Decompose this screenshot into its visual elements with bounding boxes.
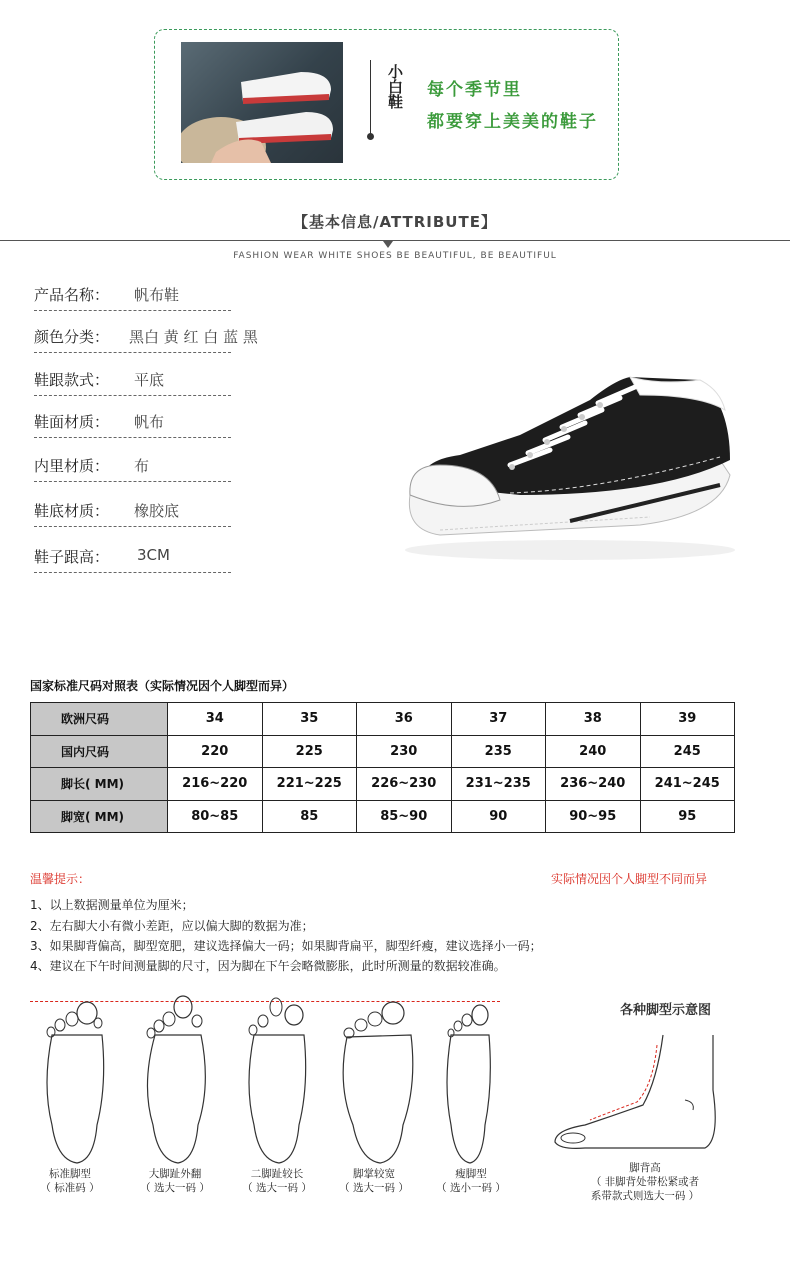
foot-types-diagram-title: 各种脚型示意图 [620,1003,712,1018]
foot-standard-icon [32,995,122,1165]
table-cell: 90~95 [546,800,641,833]
spec-label: 产品名称： [34,286,110,304]
promo-banner [154,29,619,180]
foot-side-view-icon [545,1030,720,1155]
foot-type-advice: （ 选大一码 ） [140,1182,210,1194]
tips-right-note: 实际情况因个人脚型不同而异 [551,872,708,886]
table-row-header: 脚宽( MM) [31,800,168,833]
table-cell: 220 [168,735,263,768]
table-cell: 245 [640,735,735,768]
spec-value: 3CM [137,546,170,564]
foot-type-advice: （ 标准码 ） [40,1182,100,1194]
table-cell: 241~245 [640,768,735,801]
spec-label: 鞋跟款式： [34,371,110,389]
table-cell: 80~85 [168,800,263,833]
table-cell: 240 [546,735,641,768]
banner-line-1: 每个季节里 [427,80,522,100]
table-cell: 236~240 [546,768,641,801]
foot-label-bunion [125,1167,225,1195]
spec-row-heel-height [34,546,234,576]
table-row [31,703,735,736]
spec-row-color [34,326,258,356]
spec-divider [34,310,231,311]
table-row [31,800,735,833]
size-table [30,702,735,833]
attribute-subtitle: FASHION WEAR WHITE SHOES BE BEAUTIFUL, BE BEAUTIFUL [233,251,557,261]
table-cell: 225 [262,735,357,768]
table-cell: 85 [262,800,357,833]
spec-value: 平底 [134,371,165,389]
spec-label: 鞋底材质： [34,502,110,520]
table-row-header: 国内尺码 [31,735,168,768]
foot-label-long-second-toe [227,1167,327,1195]
banner-dot [367,133,374,140]
foot-bunion-icon [133,995,223,1165]
table-cell: 36 [357,703,452,736]
table-cell: 34 [168,703,263,736]
foot-long-second-toe-icon [234,995,324,1165]
table-cell: 90 [451,800,546,833]
foot-type-advice: （ 选小一码 ） [436,1182,506,1194]
banner-vertical-title: 小白鞋 [386,64,404,109]
foot-type-advice: （ 选大一码 ） [242,1182,312,1194]
table-cell: 37 [451,703,546,736]
table-cell: 85~90 [357,800,452,833]
table-cell: 226~230 [357,768,452,801]
tips-title: 温馨提示： [30,872,91,886]
spec-row-upper-material [34,411,234,441]
spec-value: 帆布鞋 [134,286,180,304]
table-cell: 39 [640,703,735,736]
table-cell: 38 [546,703,641,736]
spec-divider [34,395,231,396]
foot-type-name: 脚掌较宽 [353,1168,395,1180]
foot-slim-icon [425,995,515,1165]
foot-side-label [570,1161,720,1203]
spec-row-heel-style [34,369,234,399]
foot-label-wide [324,1167,424,1195]
table-cell: 216~220 [168,768,263,801]
sneaker-photo-icon [181,42,343,163]
banner-line-2: 都要穿上美美的鞋子 [427,112,598,132]
spec-divider [34,481,231,482]
foot-type-advice: （ 选大一码 ） [339,1182,409,1194]
tip-line-1: 1、以上数据测量单位为厘米； [30,898,194,912]
tip-line-4: 4、建议在下午时间测量脚的尺寸，因为脚在下午会略微膨胀，此时所测量的数据较准确。 [30,959,506,973]
spec-label: 鞋子跟高： [34,548,110,566]
foot-label-slim [421,1167,521,1195]
attribute-title: 【基本信息/ATTRIBUTE】 [293,213,497,231]
side-label-note-1: （ 非脚背处带松紧或者 [590,1176,700,1188]
tip-line-2: 2、左右脚大小有微小差距，应以偏大脚的数据为准； [30,919,314,933]
table-cell: 35 [262,703,357,736]
spec-row-lining-material [34,455,234,485]
attribute-rule [0,240,790,241]
spec-divider [34,437,231,438]
table-cell: 235 [451,735,546,768]
spec-value: 黑白 黄 红 白 蓝 黑 [129,328,258,346]
spec-divider [34,352,231,353]
table-cell: 95 [640,800,735,833]
attribute-arrow-icon [383,241,393,248]
foot-label-standard [20,1167,120,1195]
banner-photo [181,42,343,163]
table-cell: 231~235 [451,768,546,801]
spec-value: 橡胶底 [134,502,180,520]
foot-type-name: 标准脚型 [49,1168,91,1180]
canvas-sneaker-icon [400,365,740,565]
table-cell: 221~225 [262,768,357,801]
table-row [31,768,735,801]
spec-value: 布 [134,457,150,475]
spec-row-sole-material [34,500,234,530]
tip-line-3: 3、如果脚背偏高，脚型宽肥，建议选择偏大一码；如果脚背扁平，脚型纤瘦，建议选择小一码； [30,939,542,953]
spec-label: 鞋面材质： [34,413,110,431]
spec-row-product-name [34,284,234,314]
side-label-title: 脚背高 [629,1162,661,1174]
banner-divider [370,60,371,135]
spec-label: 颜色分类： [34,328,110,346]
table-row-header: 欧洲尺码 [31,703,168,736]
table-row-header: 脚长( MM) [31,768,168,801]
foot-wide-icon [335,995,425,1165]
spec-divider [34,526,231,527]
foot-type-name: 瘦脚型 [455,1168,487,1180]
spec-divider [34,572,231,573]
table-row [31,735,735,768]
size-table-caption: 国家标准尺码对照表（实际情况因个人脚型而异） [30,679,295,693]
spec-value: 帆布 [134,413,165,431]
side-label-note-2: 系带款式则选大一码 ） [590,1190,700,1202]
foot-type-name: 二脚趾较长 [250,1168,304,1180]
foot-type-name: 大脚趾外翻 [148,1168,202,1180]
spec-label: 内里材质： [34,457,110,475]
table-cell: 230 [357,735,452,768]
